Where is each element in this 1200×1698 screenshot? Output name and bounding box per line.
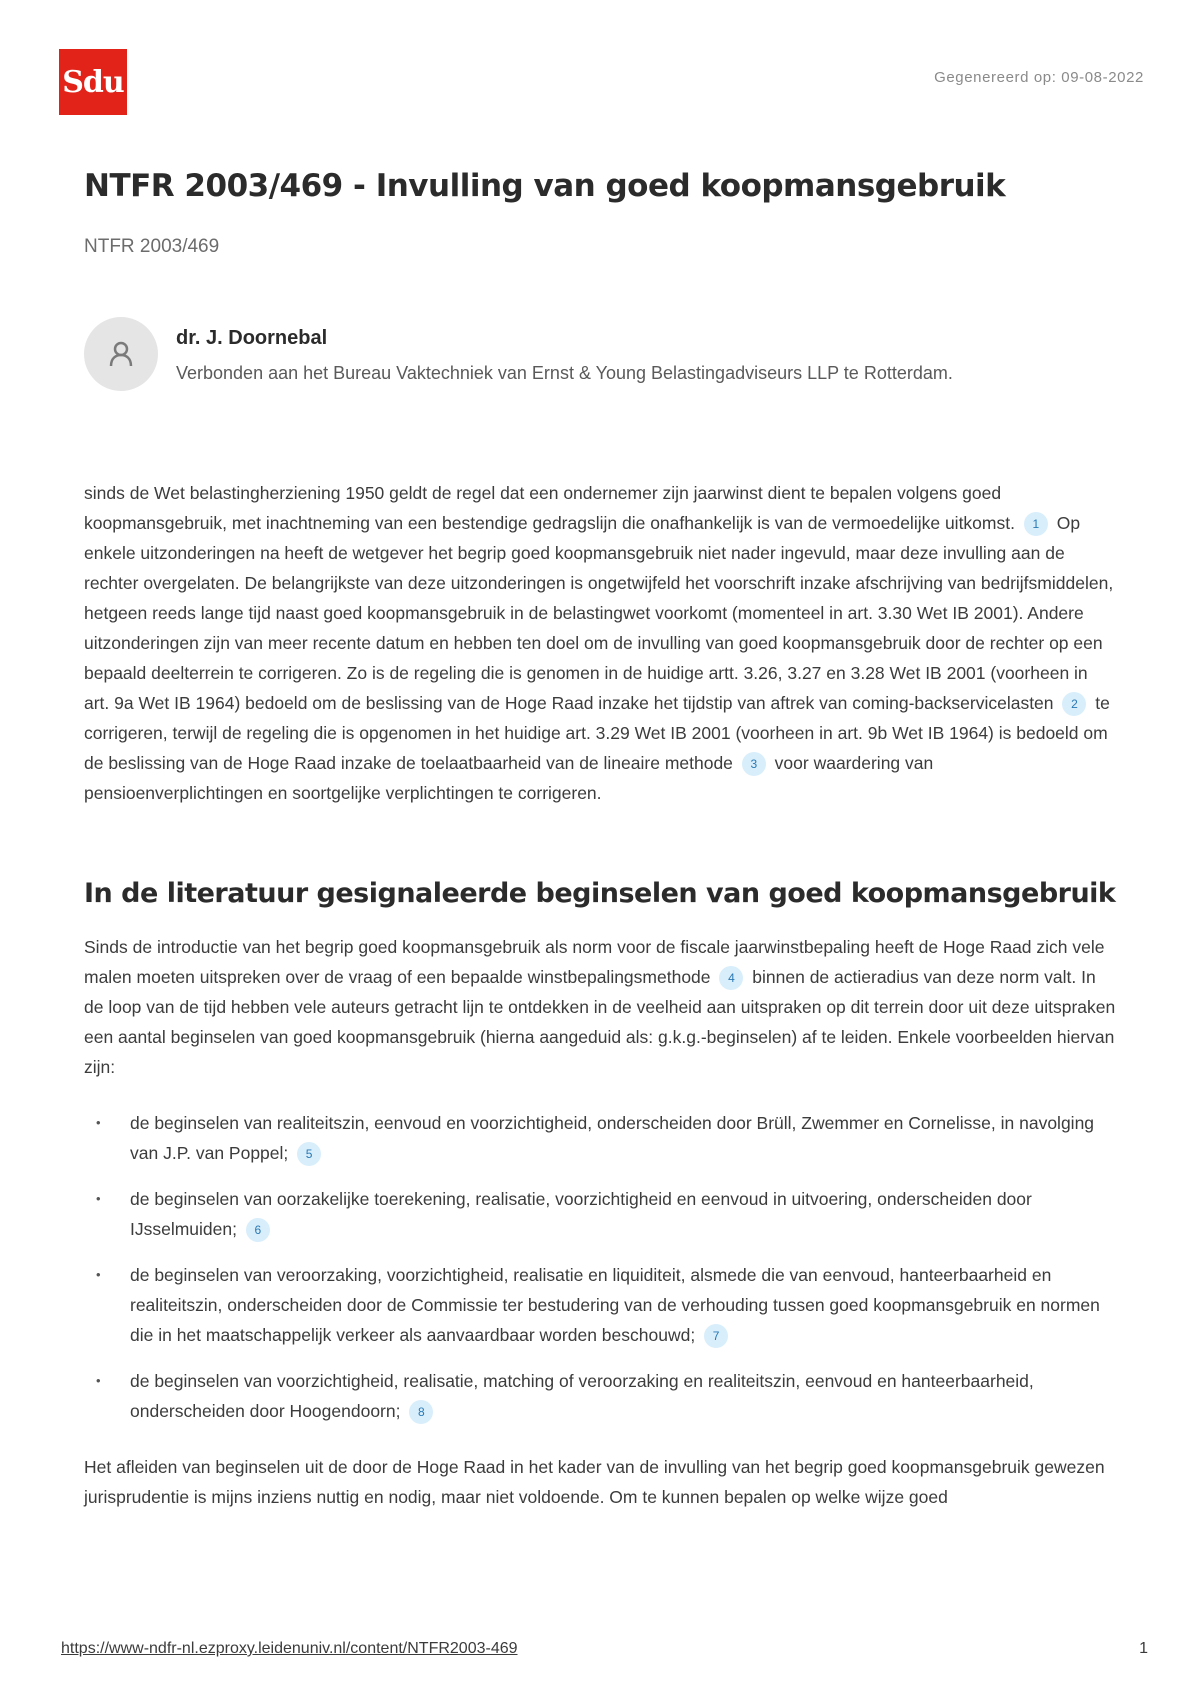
principles-list bbox=[84, 1108, 1116, 1426]
intro-text-1: sinds de Wet belastingherziening 1950 geldt de regel dat een ondernemer zijn jaarwinst dient te bepalen volgens goed koopmansgebruik, met inachtneming van een bestendige gedragslijn die onafhankelijk is van de vermoedelijke uitkomst. bbox=[84, 483, 1015, 533]
footnote-ref[interactable]: 8 bbox=[409, 1400, 433, 1424]
section-text-2: binnen de actieradius van deze norm valt. In de loop van de tijd hebben vele auteurs getracht lijn te ontdekken in de veelheid aan uitspraken op dit terrein door uit deze uitspraken een aantal beginselen van goed koopmansgebruik (hierna aangeduid als: g.k.g.-beginselen) af te leiden. Enkele voorbeelden hiervan zijn: bbox=[84, 967, 1116, 1077]
list-item-text: de beginselen van voorzichtigheid, realisatie, matching of veroorzaking en realiteitszin, eenvoud en hanteerbaarheid, onderscheiden door Hoogendoorn; bbox=[130, 1371, 1034, 1421]
intro-text-3: te corrigeren, terwijl de regeling die is opgenomen in het huidige art. 3.29 Wet IB 2001 (voorheen in art. 9b Wet IB 1964) is bedoeld om de beslissing van de Hoge Raad inzake de toelaatbaarheid van de lineaire methode bbox=[84, 693, 1110, 773]
section-paragraph bbox=[84, 932, 1116, 1082]
bullet-icon: • bbox=[96, 1373, 101, 1388]
author-name: dr. J. Doornebal bbox=[176, 327, 328, 349]
bullet-icon: • bbox=[96, 1191, 101, 1206]
footnote-ref[interactable]: 7 bbox=[704, 1324, 728, 1348]
intro-paragraph bbox=[84, 478, 1116, 808]
footnote-ref[interactable]: 2 bbox=[1062, 692, 1086, 716]
list-item bbox=[84, 1184, 1116, 1244]
closing-paragraph: Het afleiden van beginselen uit de door de Hoge Raad in het kader van de invulling van het begrip goed koopmansgebruik gewezen jurisprudentie is mijns inziens nuttig en nodig, maar niet voldoende. Om te kunnen bepalen op welke wijze goed bbox=[84, 1457, 1105, 1507]
sdu-logo: Sdu bbox=[59, 49, 127, 115]
bullet-icon: • bbox=[96, 1267, 101, 1282]
footnote-ref[interactable]: 4 bbox=[719, 966, 743, 990]
author-block bbox=[84, 315, 1144, 395]
footnote-ref[interactable]: 5 bbox=[297, 1142, 321, 1166]
section-heading: In de literatuur gesignaleerde beginselen van goed koopmansgebruik bbox=[84, 878, 1116, 909]
page-number: 1 bbox=[1139, 1640, 1148, 1657]
intro-text-2: Op enkele uitzonderingen na heeft de wetgever het begrip goed koopmansgebruik niet nader ingevuld, maar deze invulling aan de rechter overgelaten. De belangrijkste van deze uitzonderingen is ongetwijfeld het voorschrift inzake afschrijving van bedrijfsmiddelen, hetgeen reeds lange tijd naast goed koopmansgebruik in de belastingwet voorkomt (momenteel in art. 3.30 Wet IB 2001). Andere uitzonderingen zijn van meer recente datum en hebben ten doel om de invulling van goed koopmansgebruik door de rechter op een bepaald deelterrein te corrigeren. Zo is de regeling die is genomen in de huidige artt. 3.26, 3.27 en 3.28 Wet IB 2001 (voorheen in art. 9a Wet IB 1964) bedoeld om de beslissing van de Hoge Raad inzake het tijdstip van aftrek van coming-backservicelasten bbox=[84, 513, 1114, 713]
person-icon bbox=[84, 317, 158, 391]
author-affiliation: Verbonden aan het Bureau Vaktechniek van Ernst & Young Belastingadviseurs LLP te Rotterdam. bbox=[176, 363, 953, 383]
footnote-ref[interactable]: 3 bbox=[742, 752, 766, 776]
list-item bbox=[84, 1260, 1116, 1350]
footnote-ref[interactable]: 6 bbox=[246, 1218, 270, 1242]
list-item-text: de beginselen van veroorzaking, voorzichtigheid, realisatie en liquiditeit, alsmede die van eenvoud, hanteerbaarheid en realiteitszin, onderscheiden door de Commissie ter bestudering van de verhouding tussen goed koopmansgebruik en normen die in het maatschappelijk verkeer als aanvaardbaar worden beschouwd; bbox=[130, 1265, 1100, 1345]
bullet-icon: • bbox=[96, 1115, 101, 1130]
list-item-text: de beginselen van oorzakelijke toerekening, realisatie, voorzichtigheid en eenvoud in uitvoering, onderscheiden door IJsselmuiden; bbox=[130, 1189, 1032, 1239]
list-item-text: de beginselen van realiteitszin, eenvoud en voorzichtigheid, onderscheiden door Brüll, Zwemmer en Cornelisse, in navolging van J.P. van Poppel; bbox=[130, 1113, 1095, 1163]
footnote-ref[interactable]: 1 bbox=[1024, 512, 1048, 536]
page-subtitle: NTFR 2003/469 bbox=[84, 236, 220, 257]
list-item bbox=[84, 1366, 1116, 1426]
source-link[interactable]: https://www-ndfr-nl.ezproxy.leidenuniv.nl/content/NTFR2003-469 bbox=[61, 1640, 518, 1657]
intro-text-4: voor waardering van pensioenverplichtingen en soortgelijke verplichtingen te corrigeren. bbox=[84, 753, 934, 803]
section-text-1: Sinds de introductie van het begrip goed koopmansgebruik als norm voor de fiscale jaarwinstbepaling heeft de Hoge Raad zich vele malen moeten uitspreken over de vraag of een bepaalde winstbepalingsmethode bbox=[84, 937, 1105, 987]
article-body bbox=[84, 478, 1116, 1512]
page-title: NTFR 2003/469 - Invulling van goed koopmansgebruik bbox=[84, 168, 1006, 204]
list-item bbox=[84, 1108, 1116, 1168]
generated-date: Gegenereerd op: 09-08-2022 bbox=[934, 69, 1144, 86]
